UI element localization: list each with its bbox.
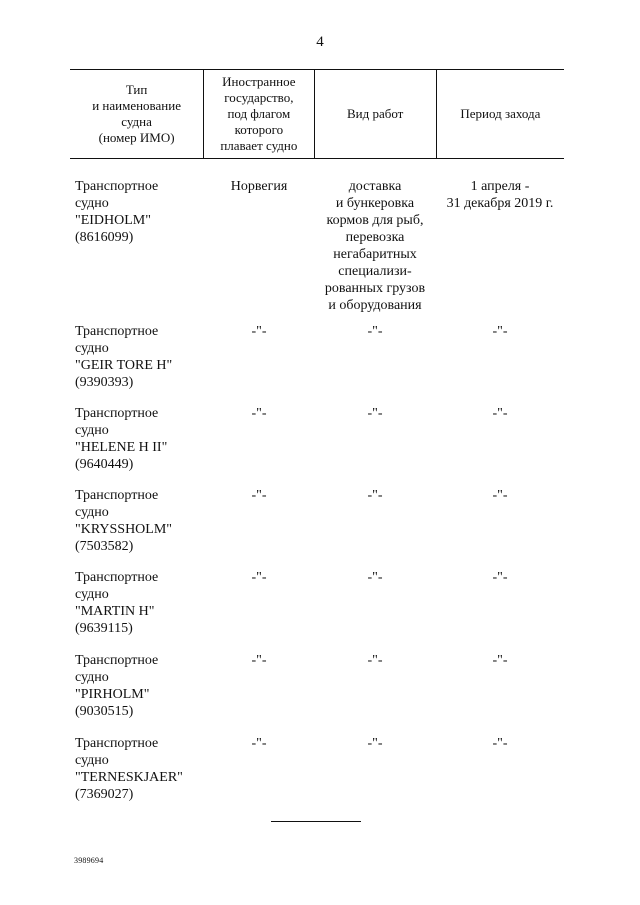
cell-flag: -"- [251,406,267,421]
cell-vessel: Транспортное судно "HELENE H II" (9640449) [75,406,168,472]
cell-flag: -"- [251,324,267,339]
footer-divider [271,821,361,822]
cell-vessel: Транспортное судно "GEIR TORE H" (9390393) [75,324,173,390]
cell-flag: -"- [251,653,267,668]
cell-vessel: Транспортное судно "EIDHOLM" (8616099) [75,179,159,245]
header-vessel: Тип и наименование судна (номер ИМО) [92,82,181,145]
cell-flag: Норвегия [230,179,288,194]
cell-work: -"- [367,570,383,585]
table-header [70,69,564,159]
table-row [70,405,564,487]
table-row [70,487,564,569]
cell-flag: -"- [251,736,267,751]
cell-period: -"- [492,488,508,503]
vessel-table [70,69,564,805]
header-call-period: Период захода [436,70,564,158]
document-code: 3989694 [74,856,104,865]
cell-vessel: Транспортное судно "PIRHOLM" (9030515) [75,653,159,719]
cell-period: -"- [492,653,508,668]
cell-work: -"- [367,736,383,751]
cell-work: -"- [367,653,383,668]
cell-work: -"- [367,406,383,421]
cell-period: -"- [492,406,508,421]
cell-work: доставка и бункеровка кормов для рыб, перевозка негабаритных специализи- рованных грузов и оборудования [324,179,426,313]
header-flag-state: Иностранное государство, под флагом которого плавает судно [203,70,313,158]
table-row [70,735,564,805]
header-work-type: Вид работ [314,70,436,158]
cell-vessel: Транспортное судно "TERNESKJAER" (7369027) [75,736,183,802]
cell-vessel: Транспортное судно "KRYSSHOLM" (7503582) [75,488,173,554]
cell-vessel: Транспортное судно "MARTIN H" (9639115) [75,570,159,636]
cell-work: -"- [367,324,383,339]
cell-flag: -"- [251,488,267,503]
table-row [70,569,564,652]
cell-work: -"- [367,488,383,503]
page-number: 4 [316,34,324,50]
table-row [70,652,564,735]
cell-period: -"- [492,570,508,585]
table-row [70,323,564,405]
cell-period: -"- [492,736,508,751]
cell-flag: -"- [251,570,267,585]
table-row [70,178,564,323]
cell-period: -"- [492,324,508,339]
cell-period: 1 апреля - 31 декабря 2019 г. [446,179,554,211]
